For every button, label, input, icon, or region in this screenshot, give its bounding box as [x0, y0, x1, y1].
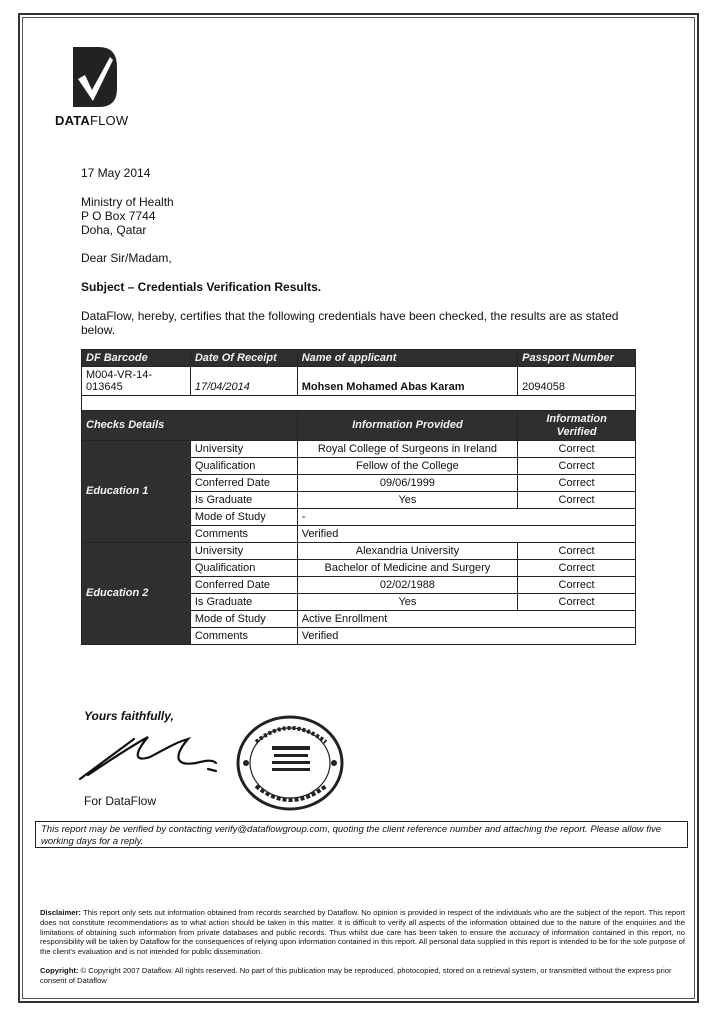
spacer-cell	[82, 396, 636, 411]
summary-header-row	[82, 350, 636, 367]
valediction: Yours faithfully,	[84, 709, 174, 723]
value-cell: Verified	[297, 526, 635, 543]
address-line: P O Box 7744	[81, 209, 156, 223]
disclaimer: Disclaimer: This report only sets out information obtained from records searched by Dataflow. No opinion is provided in respect of the individuals who are the subject of the report. This report does not constitute recommendations as to what action should be taken in this matter. It is difficult to verify all aspects of the information obtained due to the nature of the enquiries and the limitations of obtaining such information from private databases and public records. Thus whilst due care has been taken to ensure the accuracy of information contained in this report, no responsibility will be taken by Dataflow for the consequences of relying upon information contained in this report. All personal data supplied in this report is intended to be for the sole purpose of the client's evaluation and is not intended for public dissemination.	[40, 908, 686, 957]
address-line: Ministry of Health	[81, 195, 174, 209]
field-cell: Qualification	[190, 458, 297, 475]
status-cell: Correct	[518, 560, 636, 577]
header-cell: Checks Details	[82, 411, 298, 441]
status-cell: Correct	[518, 475, 636, 492]
value-cell: Yes	[297, 492, 517, 509]
header-cell: Date Of Receipt	[190, 350, 297, 367]
field-cell: University	[190, 543, 297, 560]
receipt-date-cell: 17/04/2014	[190, 367, 297, 396]
header-cell: Information Verified	[518, 411, 636, 441]
value-cell: 02/02/1988	[297, 577, 517, 594]
header-cell: DF Barcode	[82, 350, 191, 367]
field-cell: Qualification	[190, 560, 297, 577]
header-cell: Information Provided	[297, 411, 517, 441]
status-cell: Correct	[518, 441, 636, 458]
checks-header-row	[82, 411, 636, 441]
spacer-row	[82, 396, 636, 411]
status-cell: Correct	[518, 458, 636, 475]
field-cell: Mode of Study	[190, 611, 297, 628]
field-cell: Is Graduate	[190, 492, 297, 509]
letter-date: 17 May 2014	[81, 166, 151, 180]
for-company: For DataFlow	[84, 794, 157, 808]
dataflow-logo	[55, 45, 135, 128]
checkmark-logo-icon	[71, 45, 119, 109]
signature-icon	[76, 733, 236, 788]
value-cell: Fellow of the College	[297, 458, 517, 475]
field-cell: Is Graduate	[190, 594, 297, 611]
value-cell: Active Enrollment	[297, 611, 635, 628]
subject-line: Subject – Credentials Verification Results.	[81, 280, 322, 294]
value-cell: Royal College of Surgeons in Ireland	[297, 441, 517, 458]
field-cell: Mode of Study	[190, 509, 297, 526]
status-cell: Correct	[518, 577, 636, 594]
table-row	[82, 543, 636, 560]
salutation: Dear Sir/Madam,	[81, 251, 172, 265]
summary-data-row	[82, 367, 636, 396]
passport-number-cell: 2094058	[518, 367, 636, 396]
value-cell: -	[297, 509, 635, 526]
status-cell: Correct	[518, 543, 636, 560]
value-cell: 09/06/1999	[297, 475, 517, 492]
value-cell: Verified	[297, 628, 635, 645]
verification-note: This report may be verified by contacting verify@dataflowgroup.com, quoting the client reference number and attaching the report. Please allow five working days for a reply.	[35, 821, 688, 848]
header-cell: Passport Number	[518, 350, 636, 367]
status-cell: Correct	[518, 492, 636, 509]
value-cell: Yes	[297, 594, 517, 611]
field-cell: Conferred Date	[190, 577, 297, 594]
credentials-table	[81, 349, 636, 645]
logo-wordmark: DATAFLOW	[55, 113, 129, 128]
intro-text: below.	[81, 323, 116, 337]
value-cell: Alexandria University	[297, 543, 517, 560]
copyright-notice: Copyright: © Copyright 2007 Dataflow. All rights reserved. No part of this publication may be reproduced, photocopied, stored on a retrieval system, or transmitted without the express prior consent of Dataflow	[40, 966, 672, 985]
value-cell: Bachelor of Medicine and Surgery	[297, 560, 517, 577]
intro-text: DataFlow, hereby, certifies that the following credentials have been checked, the results are as stated	[81, 309, 619, 323]
education-1-label: Education 1	[82, 441, 191, 543]
address-line: Doha, Qatar	[81, 223, 147, 237]
applicant-name-cell: Mohsen Mohamed Abas Karam	[297, 367, 517, 396]
header-cell: Name of applicant	[297, 350, 517, 367]
field-cell: Conferred Date	[190, 475, 297, 492]
education-2-label: Education 2	[82, 543, 191, 645]
field-cell: Comments	[190, 526, 297, 543]
company-stamp-icon	[234, 712, 346, 814]
barcode-cell: M004-VR-14- 013645	[82, 367, 191, 396]
status-cell: Correct	[518, 594, 636, 611]
table-row	[82, 441, 636, 458]
field-cell: University	[190, 441, 297, 458]
field-cell: Comments	[190, 628, 297, 645]
